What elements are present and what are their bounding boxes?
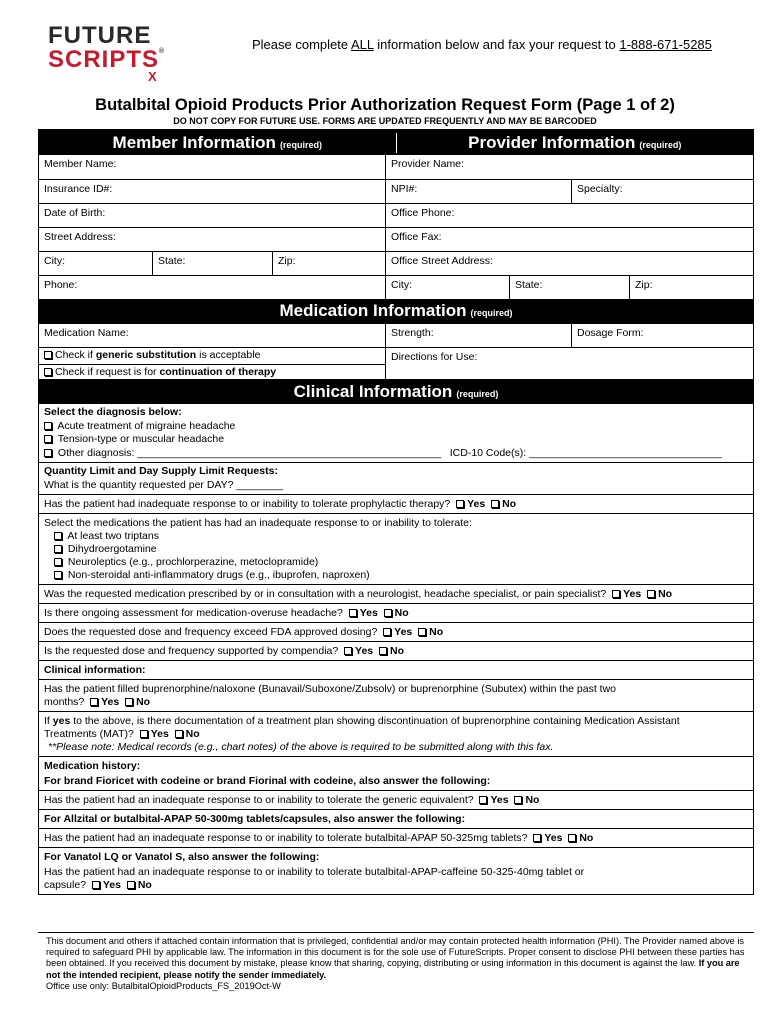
fda-dosing-text: Does the requested dose and frequency exceed FDA approved dosing? bbox=[44, 626, 378, 638]
generic-equivalent-no-checkbox[interactable] bbox=[514, 796, 522, 804]
buprenorphine-yes-checkbox[interactable] bbox=[90, 698, 98, 706]
mat-text-1a: to the above, is there documentation of a treatment plan showing discontinuation of buprenorphine containing Medication Assistant bbox=[70, 715, 680, 727]
futurescripts-logo bbox=[48, 24, 208, 86]
other-diagnosis-checkbox[interactable] bbox=[44, 449, 52, 457]
office-phone-field[interactable]: Office Phone: bbox=[385, 204, 753, 227]
no-label: No bbox=[390, 645, 404, 657]
generic-substitution-checkbox[interactable] bbox=[44, 351, 52, 359]
footer-divider bbox=[38, 932, 754, 933]
med-option-dhe[interactable] bbox=[44, 543, 748, 556]
office-fax-field[interactable]: Office Fax: bbox=[385, 228, 753, 251]
vanatol-yes-checkbox[interactable] bbox=[92, 881, 100, 889]
provider-state-field[interactable]: State: bbox=[509, 276, 629, 299]
member-info-required: (required) bbox=[279, 139, 322, 150]
med-option-neuroleptics[interactable] bbox=[44, 556, 748, 569]
migraine-checkbox[interactable] bbox=[44, 422, 52, 430]
specialist-text: Was the requested medication prescribed by or in consultation with a neurologist, headache specialist, or pain specialist? bbox=[44, 588, 607, 600]
nsaids-label: Non-steroidal anti-inflammatory drugs (e.g., ibuprofen, naproxen) bbox=[67, 569, 370, 581]
other-diagnosis-label: Other diagnosis: ____________________________________________________ bbox=[57, 446, 441, 459]
tension-label: Tension-type or muscular headache bbox=[57, 433, 225, 445]
no-label: No bbox=[136, 696, 151, 708]
medication-info-title: Medication Information bbox=[279, 301, 467, 320]
specialty-field[interactable]: Specialty: bbox=[571, 180, 753, 203]
buprenorphine-text-1: Has the patient filled buprenorphine/naloxone (Bunavail/Suboxone/Zubsolv) or buprenorphine (Subutex) within the past two bbox=[44, 683, 617, 695]
buprenorphine-line-2 bbox=[44, 696, 748, 709]
diagnosis-heading: Select the diagnosis below: bbox=[44, 406, 182, 418]
yes-label: Yes bbox=[394, 626, 413, 638]
generic-substitution-option[interactable] bbox=[39, 348, 385, 364]
clinical-info-title: Clinical Information bbox=[293, 381, 453, 401]
mat-no-checkbox[interactable] bbox=[175, 730, 183, 738]
directions-field[interactable]: Directions for Use: bbox=[385, 348, 753, 379]
overuse-no-checkbox[interactable] bbox=[384, 609, 392, 617]
prophylactic-yes-checkbox[interactable] bbox=[456, 500, 464, 508]
yes-label: Yes bbox=[490, 794, 509, 806]
generic-equivalent-question bbox=[39, 790, 753, 809]
office-use-line: Office use only: ButalbitalOpioidProducts_FS_2019Oct-W bbox=[46, 980, 281, 991]
generic-equivalent-yes-checkbox[interactable] bbox=[479, 796, 487, 804]
form-row bbox=[39, 179, 753, 203]
compendia-text: Is the requested dose and frequency supported by compendia? bbox=[44, 645, 339, 657]
provider-info-title: Provider Information bbox=[468, 132, 636, 152]
clinical-info-heading-row bbox=[39, 660, 753, 679]
triptans-label: At least two triptans bbox=[67, 530, 159, 542]
fax-prefix: Please complete bbox=[252, 37, 352, 52]
no-label: No bbox=[137, 879, 152, 891]
npi-field[interactable]: NPI#: bbox=[385, 180, 571, 203]
continuation-option[interactable] bbox=[39, 364, 385, 380]
compendia-yes-checkbox[interactable] bbox=[344, 647, 352, 655]
apap-325-no-checkbox[interactable] bbox=[568, 834, 576, 842]
medication-info-required: (required) bbox=[470, 308, 513, 318]
diagnosis-option-tension[interactable] bbox=[44, 433, 748, 447]
form-row bbox=[39, 251, 753, 275]
med-option-nsaids[interactable] bbox=[44, 569, 748, 582]
authorization-form bbox=[38, 129, 754, 895]
office-street-address-field[interactable]: Office Street Address: bbox=[385, 252, 753, 275]
mat-line-2 bbox=[44, 728, 748, 741]
quantity-section bbox=[39, 462, 753, 494]
continuation-pre-text: Check if request is for bbox=[55, 366, 160, 378]
fda-dosing-yes-checkbox[interactable] bbox=[383, 628, 391, 636]
logo-line-future: FUTURE bbox=[48, 22, 152, 49]
migraine-label: Acute treatment of migraine headache bbox=[57, 419, 236, 432]
vanatol-text-2: capsule? bbox=[44, 879, 87, 891]
no-label: No bbox=[394, 607, 409, 619]
no-label: No bbox=[658, 588, 673, 600]
triptans-checkbox[interactable] bbox=[54, 532, 62, 540]
fax-instructions bbox=[252, 37, 712, 52]
fioricet-heading: For brand Fioricet with codeine or brand Fiorinal with codeine, also answer the following: bbox=[44, 775, 491, 787]
clinical-info-required: (required) bbox=[456, 388, 499, 399]
buprenorphine-text-2: months? bbox=[44, 696, 85, 708]
apap-325-yes-checkbox[interactable] bbox=[533, 834, 541, 842]
no-label: No bbox=[429, 626, 444, 638]
dhe-label: Dihydroergotamine bbox=[67, 543, 157, 555]
confidentiality-bold-text: If you are not the intended recipient, please notify the sender immediately. bbox=[46, 958, 740, 980]
continuation-checkbox[interactable] bbox=[44, 368, 52, 376]
compendia-no-checkbox[interactable] bbox=[379, 647, 387, 655]
overuse-yes-checkbox[interactable] bbox=[349, 609, 357, 617]
allzital-heading: For Allzital or butalbital-APAP 50-300mg tablets/capsules, also answer the following: bbox=[44, 813, 466, 825]
clinical-info-header bbox=[39, 379, 753, 404]
vanatol-text-1: Has the patient had an inadequate response to or inability to tolerate butalbital-APAP-caffeine 50-325-40mg tablet or bbox=[44, 866, 585, 878]
vanatol-no-checkbox[interactable] bbox=[127, 881, 135, 889]
generic-pre-text: Check if bbox=[55, 349, 96, 361]
form-row bbox=[39, 155, 753, 179]
mat-if: If bbox=[44, 715, 53, 727]
form-row bbox=[39, 347, 753, 379]
member-info-title: Member Information bbox=[112, 132, 276, 152]
provider-city-field[interactable]: City: bbox=[385, 276, 509, 299]
fax-all: ALL bbox=[351, 37, 374, 52]
vanatol-line-2 bbox=[44, 879, 748, 892]
date-of-birth-field[interactable]: Date of Birth: bbox=[44, 206, 106, 219]
prophylactic-text: Has the patient had inadequate response to or inability to tolerate prophylactic therapy? bbox=[44, 498, 451, 510]
buprenorphine-question bbox=[39, 679, 753, 711]
form-subtitle: DO NOT COPY FOR FUTURE USE. FORMS ARE UPDATED FREQUENTLY AND MAY BE BARCODED bbox=[173, 116, 597, 126]
member-provider-header bbox=[39, 130, 753, 155]
member-info-header bbox=[39, 133, 397, 153]
fax-number: 1-888-671-5285 bbox=[619, 37, 712, 52]
yes-label: Yes bbox=[150, 728, 169, 740]
yes-label: Yes bbox=[544, 832, 563, 844]
confidentiality-notice bbox=[46, 936, 746, 981]
member-state-field[interactable]: State: bbox=[152, 252, 272, 275]
form-title: Butalbital Opioid Products Prior Authorization Request Form (Page 1 of 2) bbox=[95, 96, 675, 114]
prophylactic-question bbox=[39, 494, 753, 513]
icd-code-field[interactable]: ICD-10 Code(s): _________________________________ bbox=[449, 446, 722, 459]
member-phone-field[interactable]: Phone: bbox=[44, 278, 78, 291]
mat-text-1 bbox=[44, 715, 748, 728]
dosage-form-field[interactable]: Dosage Form: bbox=[571, 324, 753, 348]
apap-325-question bbox=[39, 828, 753, 847]
fda-dosing-question bbox=[39, 622, 753, 641]
vanatol-heading: For Vanatol LQ or Vanatol S, also answer the following: bbox=[44, 851, 320, 863]
provider-name-field[interactable]: Provider Name: bbox=[385, 155, 753, 179]
overuse-question bbox=[39, 603, 753, 622]
no-label: No bbox=[579, 832, 594, 844]
street-address-field[interactable]: Street Address: bbox=[44, 230, 116, 243]
medication-name-field[interactable]: Medication Name: bbox=[44, 326, 129, 339]
medication-info-header bbox=[39, 299, 753, 324]
quantity-per-day-question[interactable]: What is the quantity requested per DAY? ________ bbox=[44, 478, 284, 491]
specialist-question bbox=[39, 584, 753, 603]
nsaids-checkbox[interactable] bbox=[54, 571, 62, 579]
dhe-checkbox[interactable] bbox=[54, 545, 62, 553]
strength-field[interactable]: Strength: bbox=[385, 324, 571, 348]
diagnosis-section bbox=[39, 404, 753, 462]
provider-info-header bbox=[397, 133, 754, 153]
mat-yes-word: yes bbox=[52, 715, 71, 727]
diagnosis-option-other[interactable] bbox=[44, 447, 748, 461]
medications-tried-section bbox=[39, 513, 753, 584]
generic-bold-text: generic substitution bbox=[95, 349, 197, 361]
yes-label: Yes bbox=[359, 607, 378, 619]
member-zip-field[interactable]: Zip: bbox=[272, 252, 385, 275]
vanatol-section bbox=[39, 847, 753, 894]
insurance-id-field[interactable]: Insurance ID#: bbox=[44, 182, 113, 195]
member-name-field[interactable]: Member Name: bbox=[44, 158, 117, 170]
confidentiality-footer bbox=[46, 936, 746, 992]
form-row bbox=[39, 275, 753, 299]
overuse-text: Is there ongoing assessment for medication-overuse headache? bbox=[44, 607, 343, 619]
yes-label: Yes bbox=[623, 588, 642, 600]
generic-equivalent-text: Has the patient had an inadequate response to or inability to tolerate the generic equivalent? bbox=[44, 794, 474, 806]
quantity-heading: Quantity Limit and Day Supply Limit Requests: bbox=[44, 465, 278, 477]
logo-scripts-text: SCRIPTS bbox=[48, 46, 160, 73]
form-row bbox=[39, 203, 753, 227]
logo-line-scripts bbox=[48, 46, 208, 84]
fda-dosing-no-checkbox[interactable] bbox=[418, 628, 426, 636]
yes-label: Yes bbox=[355, 645, 374, 657]
continuation-bold-text: continuation of therapy bbox=[159, 366, 277, 378]
med-history-heading-row bbox=[39, 756, 753, 790]
medical-records-note: **Please note: Medical records (e.g., chart notes) of the above is required to be submitted along with this fax. bbox=[48, 741, 554, 753]
mat-yes-checkbox[interactable] bbox=[140, 730, 148, 738]
medication-checkboxes bbox=[39, 348, 385, 379]
mat-text-2: Treatments (MAT)? bbox=[44, 728, 134, 740]
neuroleptics-checkbox[interactable] bbox=[54, 558, 62, 566]
no-label: No bbox=[185, 728, 200, 740]
yes-label: Yes bbox=[101, 696, 120, 708]
prophylactic-no-checkbox[interactable] bbox=[491, 500, 499, 508]
form-row bbox=[39, 227, 753, 251]
provider-zip-field[interactable]: Zip: bbox=[629, 276, 753, 299]
yes-label: Yes bbox=[102, 879, 121, 891]
med-option-triptans[interactable] bbox=[44, 530, 748, 543]
yes-label: Yes bbox=[467, 498, 486, 510]
no-label: No bbox=[525, 794, 540, 806]
compendia-question bbox=[39, 641, 753, 660]
no-label: No bbox=[502, 498, 517, 510]
med-history-heading: Medication history: bbox=[44, 760, 141, 772]
form-row bbox=[39, 324, 753, 348]
specialist-no-checkbox[interactable] bbox=[647, 590, 655, 598]
logo-registered-mark: ® bbox=[159, 48, 166, 55]
apap-325-text: Has the patient had an inadequate response to or inability to tolerate butalbital-APAP 50-325mg tablets? bbox=[44, 832, 528, 844]
generic-post-text: is acceptable bbox=[196, 349, 261, 361]
fax-mid: information below and fax your request to bbox=[373, 37, 620, 52]
allzital-heading-row bbox=[39, 809, 753, 828]
clinical-info-heading: Clinical information: bbox=[44, 664, 146, 676]
diagnosis-option-migraine[interactable] bbox=[44, 420, 748, 434]
provider-info-required: (required) bbox=[639, 139, 682, 150]
buprenorphine-no-checkbox[interactable] bbox=[125, 698, 133, 706]
confidentiality-text: This document and others if attached contain information that is privileged, confidential and/or may contain protected health information (PHI). The Provider named above is required to safeguard PHI by applicable law. The information in this document is for the sole use of FutureScripts. Proper consent to disclose PHI between these parties has been obtained. If you received this document by mistake, please know that sharing, copying, distributing or using information in this document is against the law. bbox=[46, 936, 745, 969]
tension-checkbox[interactable] bbox=[44, 435, 52, 443]
medications-tried-question: Select the medications the patient has had an inadequate response to or inability to tolerate: bbox=[44, 517, 472, 529]
neuroleptics-label: Neuroleptics (e.g., prochlorperazine, metoclopramide) bbox=[67, 556, 319, 568]
member-city-field[interactable]: City: bbox=[44, 254, 65, 267]
logo-rx-mark: X bbox=[148, 69, 158, 84]
specialist-yes-checkbox[interactable] bbox=[612, 590, 620, 598]
mat-question bbox=[39, 711, 753, 756]
